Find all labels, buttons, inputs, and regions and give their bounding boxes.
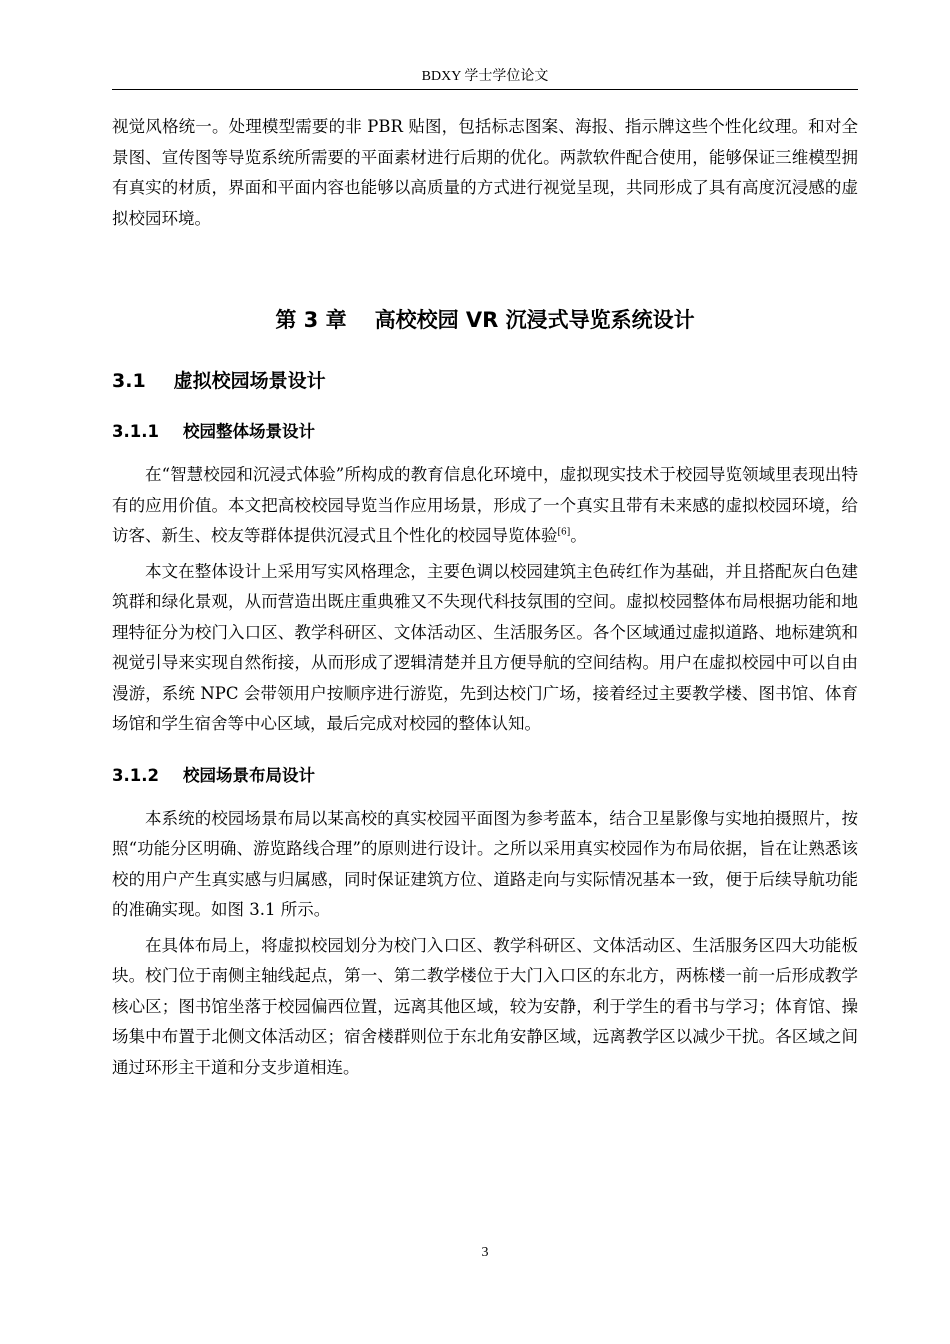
spacer [112,396,858,418]
spacer [112,790,858,804]
paragraph-3-1-2-a: 本系统的校园场景布局以某高校的真实校园平面图为参考蓝本，结合卫星影像与实地拍摄照片，按照“功能分区明确、游览路线合理”的原则进行设计。之所以采用真实校园作为布局依据，旨在让熟悉该校的用户产生真实感与归属感，同时保证建筑方位、道路走向与实际情况基本一致，便于后续导航功能的准确实现。如图 3.1 所示。 [112,808,858,919]
paragraph-3-1-1-b: 本文在整体设计上采用写实风格理念，主要色调以校园建筑主色砖红作为基础，并且搭配灰白色建筑群和绿化景观，从而营造出既庄重典雅又不失现代科技氛围的空间。虚拟校园整体布局根据功能和地理特征分为校门入口区、教学科研区、文体活动区、生活服务区。各个区域通过虚拟道路、地标建筑和视觉引导来实现自然衔接，从而形成了逻辑清楚并且方便导航的空间结构。用户在虚拟校园中可以自由漫游，系统 NPC 会带领用户按顺序进行游览，先到达校门广场，接着经过主要教学楼、图书馆、体育场馆和学生宿舍等中心区域，最后完成对校园的整体认知。 [112,561,858,733]
subsection-number: 3.1.2 [112,765,159,785]
spacer [112,336,858,366]
citation: [6] [557,527,571,538]
subsection-title: 校园场景布局设计 [182,765,315,785]
page-number: 3 [481,1245,489,1260]
running-header: BDXY 学士学位论文 [421,69,549,84]
spacer [112,234,858,304]
section-number: 3.1 [112,370,146,392]
chapter-heading [112,304,858,336]
subsection-heading-3-1-1 [112,418,858,446]
intro-paragraph: 视觉风格统一。处理模型需要的非 PBR 贴图，包括标志图案、海报、指示牌这些个性化纹理。和对全景图、宣传图等导览系统所需要的平面素材进行后期的优化。两款软件配合使用，能够保证三维模型拥有真实的材质，界面和平面内容也能够以高质量的方式进行视觉呈现，共同形成了具有高度沉浸感的虚拟校园环境。 [112,117,858,228]
section-heading-3-1 [112,366,858,396]
chapter-title: 高校校园 VR 沉浸式导览系统设计 [374,308,695,332]
chapter-number: 第 3 章 [275,308,347,332]
page-body [112,112,858,1083]
header-rule [112,89,858,90]
paragraph-3-1-2-b: 在具体布局上，将虚拟校园划分为校门入口区、教学科研区、文体活动区、生活服务区四大功能板块。校门位于南侧主轴线起点，第一、第二教学楼位于大门入口区的东北方，两栋楼一前一后形成教学核心区；图书馆坐落于校园偏西位置，远离其他区域，较为安静，利于学生的看书与学习；体育馆、操场集中布置于北侧文体活动区；宿舍楼群则位于东北角安静区域，远离教学区以减少干扰。各区域之间通过环形主干道和分支步道相连。 [112,935,858,1077]
spacer [112,446,858,460]
paragraph-3-1-1-a: 在“智慧校园和沉浸式体验”所构成的教育信息化环境中，虚拟现实技术于校园导览领域里表现出特有的应用价值。本文把高校校园导览当作应用场景，形成了一个真实且带有未来感的虚拟校园环境，给访客、新生、校友等群体提供沉浸式且个性化的校园导览体验[6]。 [112,465,858,545]
spacer [112,740,858,762]
section-title: 虚拟校园场景设计 [173,370,326,392]
subsection-number: 3.1.1 [112,422,159,441]
subsection-heading-3-1-2 [112,762,858,790]
subsection-title: 校园整体场景设计 [182,422,315,441]
